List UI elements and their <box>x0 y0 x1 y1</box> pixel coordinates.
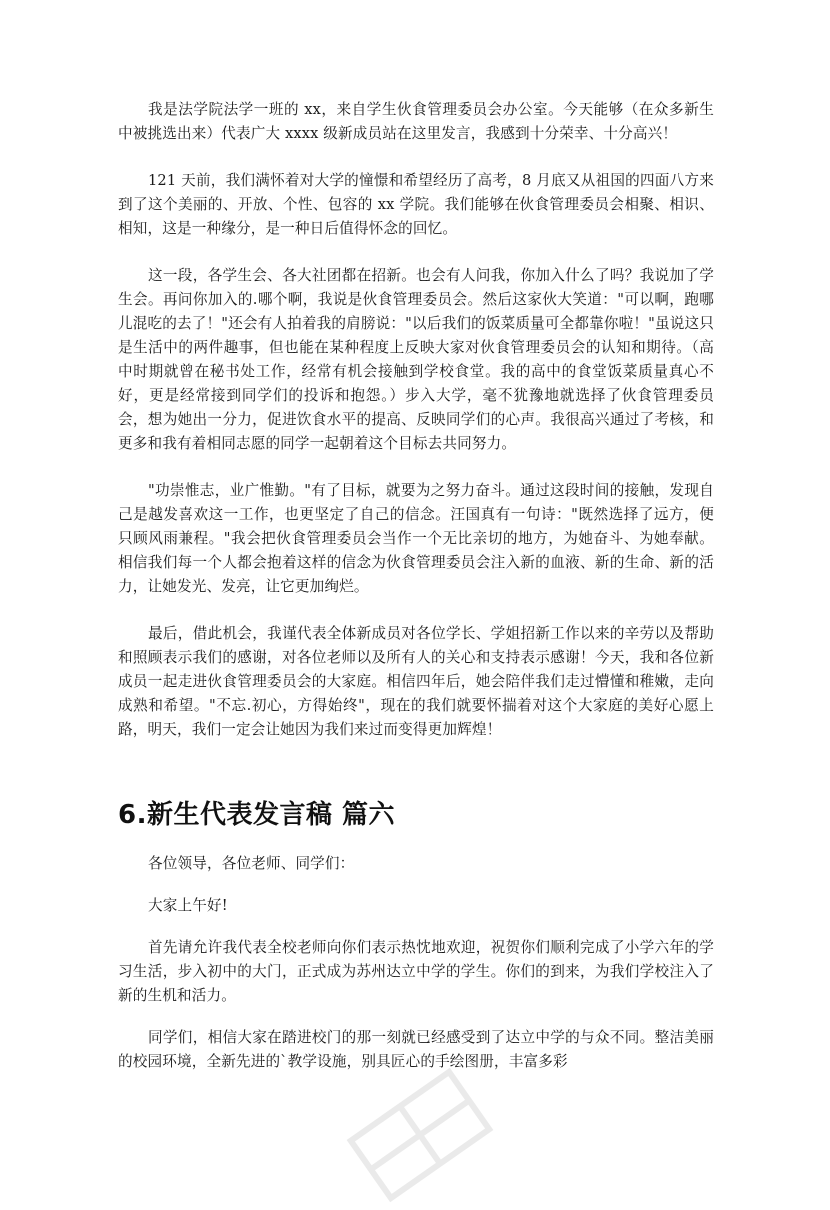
paragraph: 最后，借此机会，我谨代表全体新成员对各位学长、学姐招新工作以来的辛劳以及帮助和照顾表示我们的感谢，对各位老师以及所有人的关心和支持表示感谢！今天，我和各位新成员一起走进伙食管理委员会的大家庭。相信四年后，她会陪伴我们走过懵懂和稚嫩，走向成熟和希望。"不忘.初心，方得始终"，现在的我们就要怀揣着对这个大家庭的美好心愿上路，明天，我们一定会让她因为我们来过而变得更加辉煌！ <box>118 625 714 738</box>
paragraph: 121 天前，我们满怀着对大学的憧憬和希望经历了高考，8 月底又从祖国的四面八方来到了这个美丽的、开放、个性、包容的 xx 学院。我们能够在伙食管理委员会相聚、相识、相知，这是一种缘分，是一种日后值得怀念的回忆。 <box>118 172 714 237</box>
document-body <box>118 98 714 1074</box>
paragraph: 这一段，各学生会、各大社团都在招新。也会有人问我，你加入什么了吗？我说加了学生会。再问你加入的.哪个啊，我说是伙食管理委员会。然后这家伙大笑道："可以啊，跑哪儿混吃的去了！"还会有人拍着我的肩膀说："以后我们的饭菜质量可全都靠你啦！"虽说这只是生活中的两件趣事，但也能在某种程度上反映大家对伙食管理委员会的认知和期待。（高中时期就曾在秘书处工作，经常有机会接触到学校食堂。我的高中的食堂饭菜质量真心不好，更是经常接到同学们的投诉和抱怨。）步入大学，毫不犹豫地就选择了伙食管理委员会，想为她出一分力，促进饮食水平的提高、反映同学们的心声。我很高兴通过了考核，和更多和我有着相同志愿的同学一起朝着这个目标去共同努力。 <box>118 267 714 452</box>
paragraph: "功崇惟志，业广惟勤。"有了目标，就要为之努力奋斗。通过这段时间的接触，发现自己是越发喜欢这一工作，也更坚定了自己的信念。汪国真有一句诗："既然选择了远方，便只顾风雨兼程。"我会把伙食管理委员会当作一个无比亲切的地方，为她奋斗、为她奉献。相信我们每一个人都会抱着这样的信念为伙食管理委员会注入新的血液、新的生命、新的活力，让她发光、发亮，让它更加绚烂。 <box>118 482 714 595</box>
paragraph: 同学们，相信大家在踏进校门的那一刻就已经感受到了达立中学的与众不同。整洁美丽的校园环境，全新先进的`教学设施，别具匠心的手绘图册，丰富多彩 <box>118 1029 714 1070</box>
paragraph: 各位领导，各位老师、同学们： <box>148 855 355 872</box>
paragraph: 我是法学院法学一班的 xx，来自学生伙食管理委员会办公室。今天能够（在众多新生中被挑选出来）代表广大 xxxx 级新成员站在这里发言，我感到十分荣幸、十分高兴！ <box>118 101 714 142</box>
paragraph: 大家上午好! <box>148 897 228 914</box>
section-heading: 6.新生代表发言稿 篇六 <box>118 800 396 830</box>
paragraph: 首先请允许我代表全校老师向你们表示热忱地欢迎，祝贺你们顺利完成了小学六年的学习生活，步入初中的大门，正式成为苏州达立中学的学生。你们的到来，为我们学校注入了新的生机和活力。 <box>118 939 714 1004</box>
watermark-icon <box>320 1060 520 1210</box>
